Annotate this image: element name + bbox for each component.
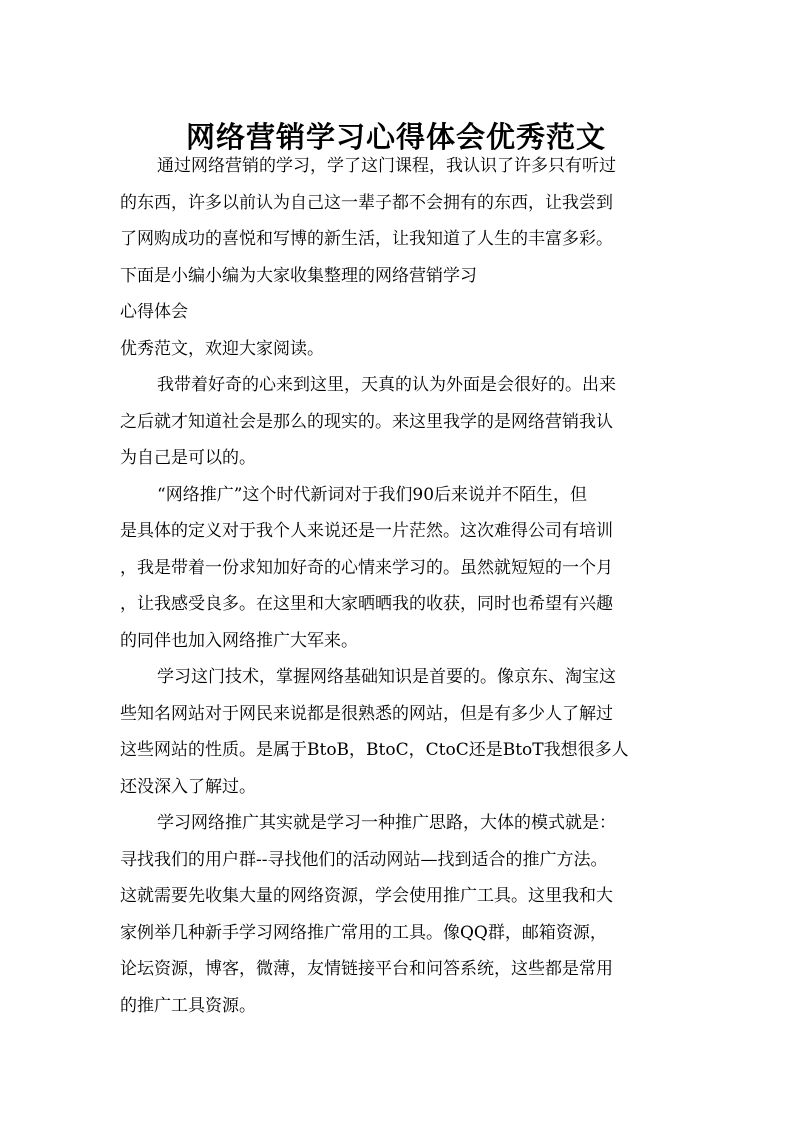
text-line: 我带着好奇的心来到这里，天真的认为外面是会很好的。出来 (157, 375, 616, 395)
text-line: 学习网络推广其实就是学习一种推广思路，大体的模式就是： (157, 813, 616, 833)
text-line: 优秀范文，欢迎大家阅读。 (120, 338, 324, 359)
text-line: 家例举几种新手学习网络推广常用的工具。像QQ群，邮箱资源， (120, 922, 607, 943)
text-line: 论坛资源，博客，微薄，友情链接平台和问答系统，这些都是常用 (120, 959, 613, 979)
text-line: 为自己是可以的。 (120, 448, 256, 468)
text-line: 寻找我们的用户群--寻找他们的活动网站—找到适合的推广方法。 (120, 849, 608, 870)
text-line: “网络推广”这个时代新词对于我们90后来说并不陌生，但 (157, 484, 588, 505)
text-line: 之后就才知道社会是那么的现实的。来这里我学的是网络营销我认 (120, 411, 613, 432)
text-line: 的同伴也加入网络推广大军来。 (120, 630, 358, 651)
text-line: 了网购成功的喜悦和写博的新生活，让我知道了人生的丰富多彩。 (120, 229, 613, 249)
text-line: 些知名网站对于网民来说都是很熟悉的网站，但是有多少人了解过 (120, 703, 613, 724)
page-title: 网络营销学习心得体会优秀范文 (185, 120, 606, 155)
text-line: 还没深入了解过。 (120, 776, 256, 797)
text-line: 下面是小编小编为大家收集整理的网络营销学习 (120, 265, 477, 286)
text-line: 的东西，许多以前认为自己这一辈子都不会拥有的东西，让我尝到 (120, 192, 613, 213)
text-line: 这就需要先收集大量的网络资源，学会使用推广工具。这里我和大 (120, 886, 613, 906)
text-line: 学习这门技术，掌握网络基础知识是首要的。像京东、淘宝这 (157, 667, 616, 687)
document-body (120, 148, 665, 1024)
text-line: 这些网站的性质。是属于BtoB，BtoC，CtoC还是BtoT我想很多人 (120, 740, 629, 760)
text-line: 是具体的定义对于我个人来说还是一片茫然。这次难得公司有培训 (120, 521, 613, 541)
text-line: 通过网络营销的学习，学了这门课程，我认识了许多只有听过 (157, 156, 616, 176)
text-line: ，我是带着一份求知加好奇的心情来学习的。虽然就短短的一个月 (120, 557, 613, 578)
text-line: ，让我感受良多。在这里和大家晒晒我的收获，同时也希望有兴趣 (120, 594, 613, 614)
text-line: 心得体会 (120, 302, 188, 322)
text-line: 的推广工具资源。 (120, 995, 256, 1016)
